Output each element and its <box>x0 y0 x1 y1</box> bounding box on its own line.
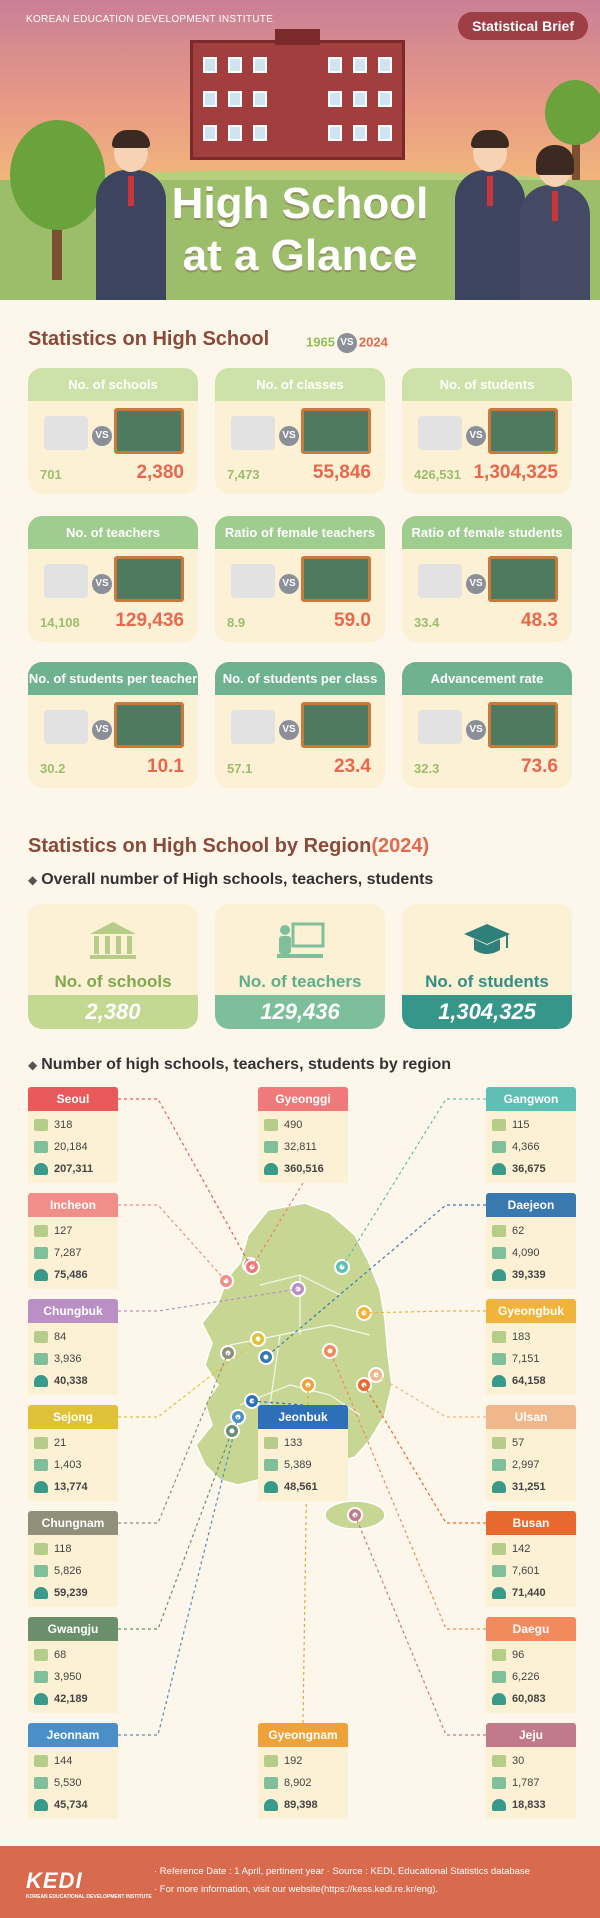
stat-card-label: Ratio of female students <box>402 516 572 549</box>
vs-badge: VS <box>466 720 486 740</box>
region-name: Gangwon <box>486 1087 576 1111</box>
map-pin-gangwon <box>335 1260 349 1274</box>
region-teachers: 1,403 <box>54 1459 82 1471</box>
school-icon <box>492 1331 506 1343</box>
stat-card <box>28 516 198 642</box>
stat-value-2024: 129,436 <box>115 610 184 631</box>
region-card-gwangju <box>28 1617 118 1713</box>
region-name: Jeju <box>486 1723 576 1747</box>
region-card-gyeonggi <box>258 1087 348 1183</box>
teacher-icon <box>264 1141 278 1153</box>
school-icon <box>264 1437 278 1449</box>
stat-value-1965: 7,473 <box>227 467 260 482</box>
new-illustration <box>301 408 371 454</box>
region-schools: 192 <box>284 1755 303 1767</box>
stat-card <box>215 662 385 788</box>
stat-value-2024: 10.1 <box>147 756 184 777</box>
stat-card-label: Ratio of female teachers <box>215 516 385 549</box>
teacher-icon <box>34 1353 48 1365</box>
region-schools: 127 <box>54 1225 73 1237</box>
teacher-icon <box>34 1141 48 1153</box>
student-icon <box>34 1481 48 1493</box>
new-illustration <box>488 556 558 602</box>
map-pin-daegu <box>323 1344 337 1358</box>
region-schools: 490 <box>284 1119 303 1131</box>
region-name: Sejong <box>28 1405 118 1429</box>
student-icon <box>492 1693 506 1705</box>
school-icon <box>34 1331 48 1343</box>
stat-card <box>215 516 385 642</box>
region-teachers: 1,787 <box>512 1777 540 1789</box>
school-icon <box>492 1649 506 1661</box>
region-teachers: 32,811 <box>284 1141 317 1153</box>
region-students: 40,338 <box>54 1375 88 1387</box>
region-students: 60,083 <box>512 1693 546 1705</box>
map-pin-sejong <box>251 1332 265 1346</box>
region-students: 59,239 <box>54 1587 88 1599</box>
region-students: 75,486 <box>54 1269 88 1281</box>
student-icon <box>492 1481 506 1493</box>
old-illustration <box>231 564 275 598</box>
region-name: Jeonbuk <box>258 1405 348 1429</box>
region-students: 207,311 <box>54 1163 94 1175</box>
stat-card <box>215 368 385 494</box>
vs-badge: VS <box>279 426 299 446</box>
region-name: Daegu <box>486 1617 576 1641</box>
region-name: Chungnam <box>28 1511 118 1535</box>
region-schools: 142 <box>512 1543 531 1555</box>
header-banner <box>0 0 600 300</box>
region-card-sejong <box>28 1405 118 1501</box>
total-students-card: No. of students 1,304,325 <box>402 904 572 1029</box>
region-teachers: 7,151 <box>512 1353 540 1365</box>
region-name: Busan <box>486 1511 576 1535</box>
student-icon <box>34 1799 48 1811</box>
region-schools: 318 <box>54 1119 73 1131</box>
stat-card-label: No. of students per class <box>215 662 385 695</box>
region-card-gyeongnam <box>258 1723 348 1819</box>
region-schools: 57 <box>512 1437 525 1449</box>
stat-value-2024: 73.6 <box>521 756 558 777</box>
teacher-icon <box>492 1247 506 1259</box>
old-illustration <box>44 416 88 450</box>
section-title-region: Statistics on High School by Region(2024) <box>28 835 430 857</box>
region-schools: 68 <box>54 1649 67 1661</box>
region-schools: 115 <box>512 1119 530 1131</box>
stat-card-label: No. of schools <box>28 368 198 401</box>
stat-card-label: No. of teachers <box>28 516 198 549</box>
old-illustration <box>418 416 462 450</box>
region-students: 13,774 <box>54 1481 88 1493</box>
stat-value-2024: 1,304,325 <box>473 462 558 483</box>
subtitle-overall: ◆ Overall number of High schools, teachers, students <box>28 871 434 888</box>
student-icon <box>492 1269 506 1281</box>
old-illustration <box>231 710 275 744</box>
tree-illustration <box>545 80 600 145</box>
stat-value-1965: 8.9 <box>227 615 246 630</box>
school-icon <box>34 1755 48 1767</box>
region-teachers: 3,950 <box>54 1671 82 1683</box>
school-icon <box>492 1755 506 1767</box>
student-icon <box>264 1799 278 1811</box>
region-schools: 183 <box>512 1331 531 1343</box>
student-icon <box>34 1587 48 1599</box>
teacher-icon <box>34 1777 48 1789</box>
stat-card <box>28 368 198 494</box>
teacher-icon <box>492 1353 506 1365</box>
student-icon <box>34 1375 48 1387</box>
stat-card <box>28 662 198 788</box>
school-icon <box>264 1755 278 1767</box>
student-icon <box>34 1163 48 1175</box>
region-schools: 62 <box>512 1225 525 1237</box>
connector-line <box>376 1375 486 1417</box>
student-icon <box>264 1163 278 1175</box>
region-teachers: 5,826 <box>54 1565 82 1577</box>
map-pin-daejeon <box>259 1350 273 1364</box>
old-illustration <box>418 710 462 744</box>
new-illustration <box>301 702 371 748</box>
region-name: Gyeonggi <box>258 1087 348 1111</box>
teacher-icon <box>34 1247 48 1259</box>
connector-line <box>118 1205 226 1281</box>
school-icon <box>34 1543 48 1555</box>
student-icon <box>492 1587 506 1599</box>
stat-value-1965: 701 <box>40 467 62 482</box>
region-schools: 84 <box>54 1331 67 1343</box>
region-schools: 118 <box>54 1543 72 1555</box>
kedi-logo: KEDI KOREAN EDUCATIONAL DEVELOPMENT INSTITUTE <box>26 1868 152 1900</box>
teacher-icon <box>492 1459 506 1471</box>
vs-badge: VS <box>466 426 486 446</box>
stat-card-label: No. of classes <box>215 368 385 401</box>
teacher-icon <box>34 1565 48 1577</box>
graduation-cap-icon <box>462 920 512 960</box>
student-icon <box>34 1693 48 1705</box>
map-pin-gwangju <box>225 1424 239 1438</box>
region-students: 39,339 <box>512 1269 546 1281</box>
new-illustration <box>114 556 184 602</box>
teacher-icon <box>264 1459 278 1471</box>
region-teachers: 5,530 <box>54 1777 82 1789</box>
region-schools: 144 <box>54 1755 73 1767</box>
stat-value-2024: 48.3 <box>521 610 558 631</box>
vs-badge: VS <box>279 720 299 740</box>
stat-value-2024: 55,846 <box>312 462 371 483</box>
old-illustration <box>44 710 88 744</box>
org-name: KOREAN EDUCATION DEVELOPMENT INSTITUTE <box>26 14 274 25</box>
school-icon <box>34 1649 48 1661</box>
student-icon <box>492 1799 506 1811</box>
school-icon <box>34 1225 48 1237</box>
region-name: Gyeongbuk <box>486 1299 576 1323</box>
region-card-daegu <box>486 1617 576 1713</box>
old-illustration <box>44 564 88 598</box>
vs-badge: VS <box>92 426 112 446</box>
region-name: Daejeon <box>486 1193 576 1217</box>
region-name: Jeonnam <box>28 1723 118 1747</box>
region-name: Incheon <box>28 1193 118 1217</box>
vs-badge: VS <box>466 574 486 594</box>
region-card-jeju <box>486 1723 576 1819</box>
region-schools: 30 <box>512 1755 525 1767</box>
region-students: 48,561 <box>284 1481 318 1493</box>
stat-value-1965: 426,531 <box>414 467 461 482</box>
map-pin-jeonbuk <box>245 1394 259 1408</box>
region-teachers: 8,902 <box>284 1777 312 1789</box>
teacher-icon <box>275 920 325 960</box>
school-icon <box>88 920 138 960</box>
stat-value-1965: 57.1 <box>227 761 253 776</box>
new-illustration <box>114 702 184 748</box>
new-illustration <box>488 408 558 454</box>
year-comparison-legend: 1965 VS 2024 <box>306 333 388 353</box>
stat-card-label: No. of students <box>402 368 572 401</box>
region-schools: 96 <box>512 1649 525 1661</box>
stat-card-label: Advancement rate <box>402 662 572 695</box>
map-pin-incheon <box>219 1274 233 1288</box>
stat-value-2024: 23.4 <box>334 756 371 777</box>
old-illustration <box>418 564 462 598</box>
region-card-chungnam <box>28 1511 118 1607</box>
stat-card <box>402 516 572 642</box>
region-students: 42,189 <box>54 1693 88 1705</box>
connector-line <box>118 1099 250 1265</box>
region-students: 89,398 <box>284 1799 318 1811</box>
old-illustration <box>231 416 275 450</box>
student-icon <box>492 1163 506 1175</box>
school-icon <box>492 1225 506 1237</box>
page-title: High School at a Glance <box>171 179 429 280</box>
new-illustration <box>114 408 184 454</box>
stat-value-1965: 33.4 <box>414 615 440 630</box>
stat-value-2024: 59.0 <box>334 610 371 631</box>
region-card-incheon <box>28 1193 118 1289</box>
region-students: 360,516 <box>284 1163 324 1175</box>
school-building-illustration <box>190 40 405 160</box>
stat-value-1965: 30.2 <box>40 761 66 776</box>
region-schools: 133 <box>284 1437 303 1449</box>
vs-badge: VS <box>92 720 112 740</box>
statistical-brief-badge: Statistical Brief <box>458 12 588 40</box>
stat-value-1965: 32.3 <box>414 761 440 776</box>
region-teachers: 2,997 <box>512 1459 540 1471</box>
region-teachers: 4,366 <box>512 1141 540 1153</box>
teacher-icon <box>492 1777 506 1789</box>
region-teachers: 20,184 <box>54 1141 88 1153</box>
teacher-icon <box>34 1671 48 1683</box>
region-students: 45,734 <box>54 1799 88 1811</box>
region-students: 71,440 <box>512 1587 546 1599</box>
region-card-jeonnam <box>28 1723 118 1819</box>
student-icon <box>34 1269 48 1281</box>
region-teachers: 4,090 <box>512 1247 540 1259</box>
region-students: 18,833 <box>512 1799 546 1811</box>
region-students: 64,158 <box>512 1375 546 1387</box>
student-icon <box>264 1481 278 1493</box>
region-card-jeonbuk <box>258 1405 348 1501</box>
connector-line <box>342 1099 486 1267</box>
region-name: Chungbuk <box>28 1299 118 1323</box>
new-illustration <box>488 702 558 748</box>
stat-card-label: No. of students per teacher <box>28 662 198 695</box>
stat-card <box>402 662 572 788</box>
region-name: Gwangju <box>28 1617 118 1641</box>
region-teachers: 7,287 <box>54 1247 82 1259</box>
region-students: 31,251 <box>512 1481 546 1493</box>
teacher-icon <box>492 1671 506 1683</box>
connector-line <box>355 1515 486 1735</box>
section-title-overview: Statistics on High School <box>28 328 270 350</box>
school-icon <box>492 1543 506 1555</box>
region-teachers: 3,936 <box>54 1353 82 1365</box>
region-teachers: 7,601 <box>512 1565 540 1577</box>
school-icon <box>492 1437 506 1449</box>
subtitle-by-region: ◆ Number of high schools, teachers, students by region <box>28 1056 452 1073</box>
region-card-busan <box>486 1511 576 1607</box>
vs-badge: VS <box>279 574 299 594</box>
region-card-daejeon <box>486 1193 576 1289</box>
region-card-seoul <box>28 1087 118 1183</box>
region-name: Ulsan <box>486 1405 576 1429</box>
region-card-ulsan <box>486 1405 576 1501</box>
teacher-icon <box>264 1777 278 1789</box>
teacher-icon <box>492 1141 506 1153</box>
stat-value-1965: 14,108 <box>40 615 80 630</box>
region-card-chungbuk <box>28 1299 118 1395</box>
new-illustration <box>301 556 371 602</box>
footer <box>0 1846 600 1918</box>
region-name: Seoul <box>28 1087 118 1111</box>
teacher-icon <box>34 1459 48 1471</box>
region-teachers: 5,389 <box>284 1459 312 1471</box>
region-card-gangwon <box>486 1087 576 1183</box>
total-schools-card: No. of schools 2,380 <box>28 904 198 1029</box>
vs-badge: VS <box>92 574 112 594</box>
region-teachers: 6,226 <box>512 1671 540 1683</box>
student-icon <box>492 1375 506 1387</box>
footer-reference-note: · Reference Date : 1 April, pertinent year · Source : KEDI, Educational Statistics database <box>154 1866 530 1877</box>
stat-card <box>402 368 572 494</box>
region-students: 36,675 <box>512 1163 546 1175</box>
footer-website-note: · For more information, visit our website(https://kess.kedi.re.kr/eng). <box>154 1884 439 1895</box>
school-icon <box>34 1437 48 1449</box>
stat-value-2024: 2,380 <box>136 462 184 483</box>
region-schools: 21 <box>54 1437 67 1449</box>
school-icon <box>264 1119 278 1131</box>
school-icon <box>492 1119 506 1131</box>
school-icon <box>34 1119 48 1131</box>
total-teachers-card: No. of teachers 129,436 <box>215 904 385 1029</box>
region-card-gyeongbuk <box>486 1299 576 1395</box>
region-name: Gyeongnam <box>258 1723 348 1747</box>
teacher-icon <box>492 1565 506 1577</box>
